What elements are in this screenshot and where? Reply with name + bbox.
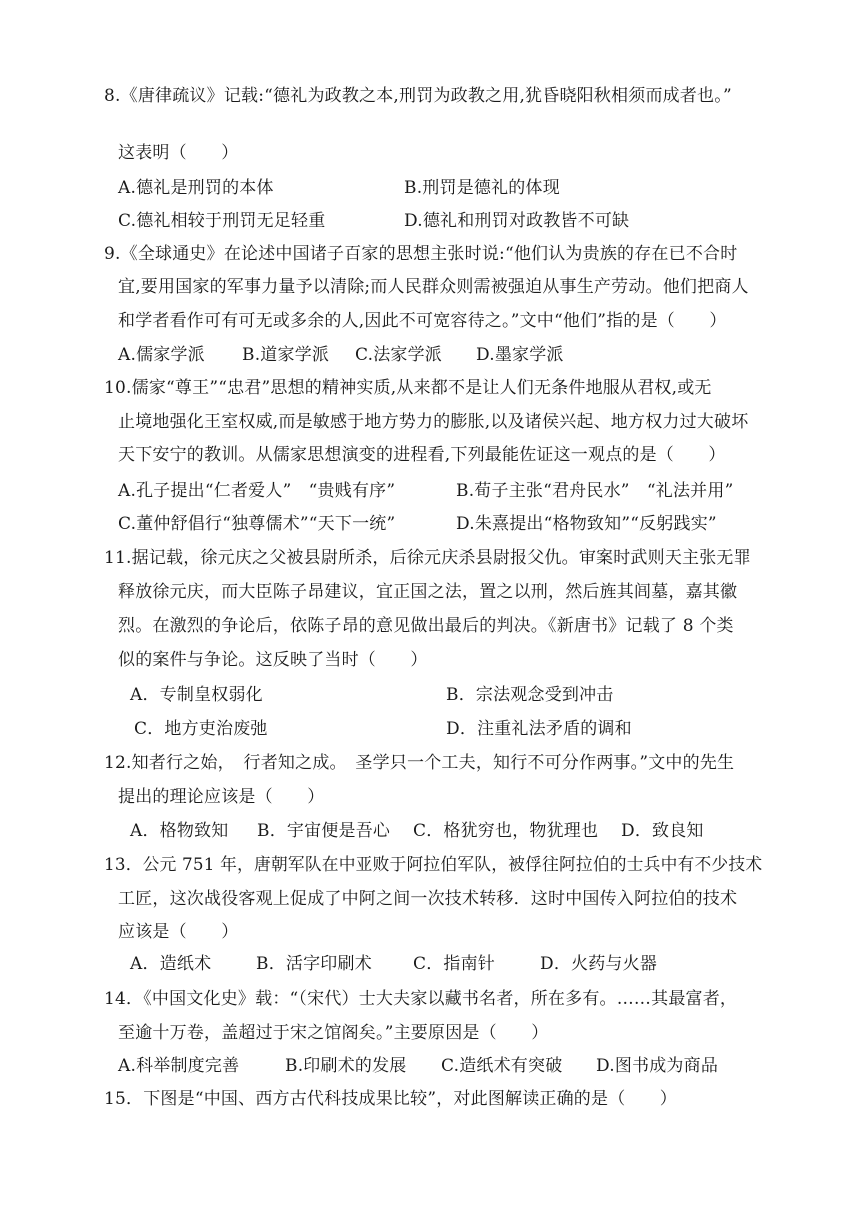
question-14-option-c: C.造纸术有突破 xyxy=(441,1056,563,1076)
question-14-line-1: 14．《中国文化史》载：“（宋代）士大夫家以藏书名者，所在多有。……其最富者， xyxy=(104,989,738,1009)
question-10-option-b: B.荀子主张“君舟民水” “礼法并用” xyxy=(456,481,734,501)
question-11-option-a: A．专制皇权弱化 xyxy=(130,685,263,705)
question-10-option-a: A.孔子提出“仁者爱人” “贵贱有序” xyxy=(118,481,396,501)
question-13-option-c: C．指南针 xyxy=(413,954,496,974)
question-14-option-d: D.图书成为商品 xyxy=(596,1056,719,1076)
question-11-line-4: 似的案件与争论。这反映了当时（ ） xyxy=(118,650,428,670)
question-9-option-a: A.儒家学派 xyxy=(118,345,205,365)
question-9-line-2: 宜,要用国家的军事力量予以清除;而人民群众则需被强迫从事生产劳动。他们把商人 xyxy=(118,277,749,297)
question-14-option-b: B.印刷术的发展 xyxy=(285,1056,407,1076)
question-9-option-d: D.墨家学派 xyxy=(476,345,564,365)
question-8-option-b: B.刑罚是德礼的体现 xyxy=(404,178,560,198)
question-12-line-2: 提出的理论应该是（ ） xyxy=(118,787,325,807)
question-11-option-d: D．注重礼法矛盾的调和 xyxy=(446,719,632,739)
question-10-line-3: 天下安宁的教训。从儒家思想演变的进程看,下列最能佐证这一观点的是（ ） xyxy=(118,445,726,465)
question-10-option-c: C.董仲舒倡行“独尊儒术”“天下一统” xyxy=(118,514,396,534)
question-9-option-c: C.法家学派 xyxy=(355,345,443,365)
question-14-line-2: 至逾十万卷，盖超过于宋之馆阁矣。”主要原因是（ ） xyxy=(118,1023,549,1043)
question-12-line-1: 12.知者行之始， 行者知之成。 圣学只一个工夫，知行不可分作两事。”文中的先生 xyxy=(104,753,735,773)
question-8-option-d: D.德礼和刑罚对政教皆不可缺 xyxy=(404,211,630,231)
question-11-option-c: C．地方吏治废弛 xyxy=(134,719,268,739)
question-9-line-1: 9.《全球通史》在论述中国诸子百家的思想主张时说:“他们认为贵族的存在已不合时 xyxy=(104,244,738,264)
question-11-line-1: 11.据记载，徐元庆之父被县尉所杀，后徐元庆杀县尉报父仇。审案时武则天主张无罪 xyxy=(104,548,751,568)
question-13-line-2: 工匠，这次战役客观上促成了中阿之间一次技术转移．这时中国传入阿拉伯的技术 xyxy=(118,889,738,909)
question-8-line-2: 这表明（ ） xyxy=(118,143,239,163)
question-10-line-1: 10.儒家“尊王”“忠君”思想的精神实质,从来都不是让人们无条件地服从君权,或无 xyxy=(104,378,712,398)
question-13-option-b: B．活字印刷术 xyxy=(256,954,372,974)
question-10-line-2: 止境地强化王室权威,而是敏感于地方势力的膨胀,以及诸侯兴起、地方权力过大破坏 xyxy=(118,412,749,432)
question-11-line-2: 释放徐元庆，而大臣陈子昂建议，宜正国之法，置之以刑，然后旌其闾墓，嘉其徽 xyxy=(118,582,738,602)
question-11-option-b: B．宗法观念受到冲击 xyxy=(446,685,614,705)
question-8-option-c: C.德礼相较于刑罚无足轻重 xyxy=(118,211,326,231)
question-13-option-a: A．造纸术 xyxy=(130,954,212,974)
question-8-line-1: 8.《唐律疏议》记载:“德礼为政教之本,刑罚为政教之用,犹昏晓阳秋相须而成者也。” xyxy=(104,86,732,106)
question-15-line-1: 15．下图是“中国、西方古代科技成果比较”，对此图解读正确的是（ ） xyxy=(104,1089,678,1109)
question-11-line-3: 烈。在激烈的争论后，依陈子昂的意见做出最后的判决。《新唐书》记载了 8 个类 xyxy=(118,616,734,636)
question-9-line-3: 和学者看作可有可无或多余的人,因此不可宽容待之。”文中“他们”指的是（ ） xyxy=(118,311,727,331)
question-12-option-b: B．宇宙便是吾心 xyxy=(257,821,391,841)
question-12-option-a: A．格物致知 xyxy=(130,821,229,841)
question-8-option-a: A.德礼是刑罚的本体 xyxy=(118,178,274,198)
question-9-option-b: B.道家学派 xyxy=(242,345,330,365)
question-13-option-d: D．火药与火器 xyxy=(540,954,658,974)
question-13-line-3: 应该是（ ） xyxy=(118,922,239,942)
question-12-option-c: C．格犹穷也，物犹理也 xyxy=(413,821,599,841)
question-13-line-1: 13．公元 751 年，唐朝军队在中亚败于阿拉伯军队，被俘往阿拉伯的士兵中有不少技术 xyxy=(104,855,763,875)
question-14-option-a: A.科举制度完善 xyxy=(118,1056,240,1076)
question-10-option-d: D.朱熹提出“格物致知”“反躬践实” xyxy=(456,514,717,534)
question-12-option-d: D．致良知 xyxy=(621,821,704,841)
